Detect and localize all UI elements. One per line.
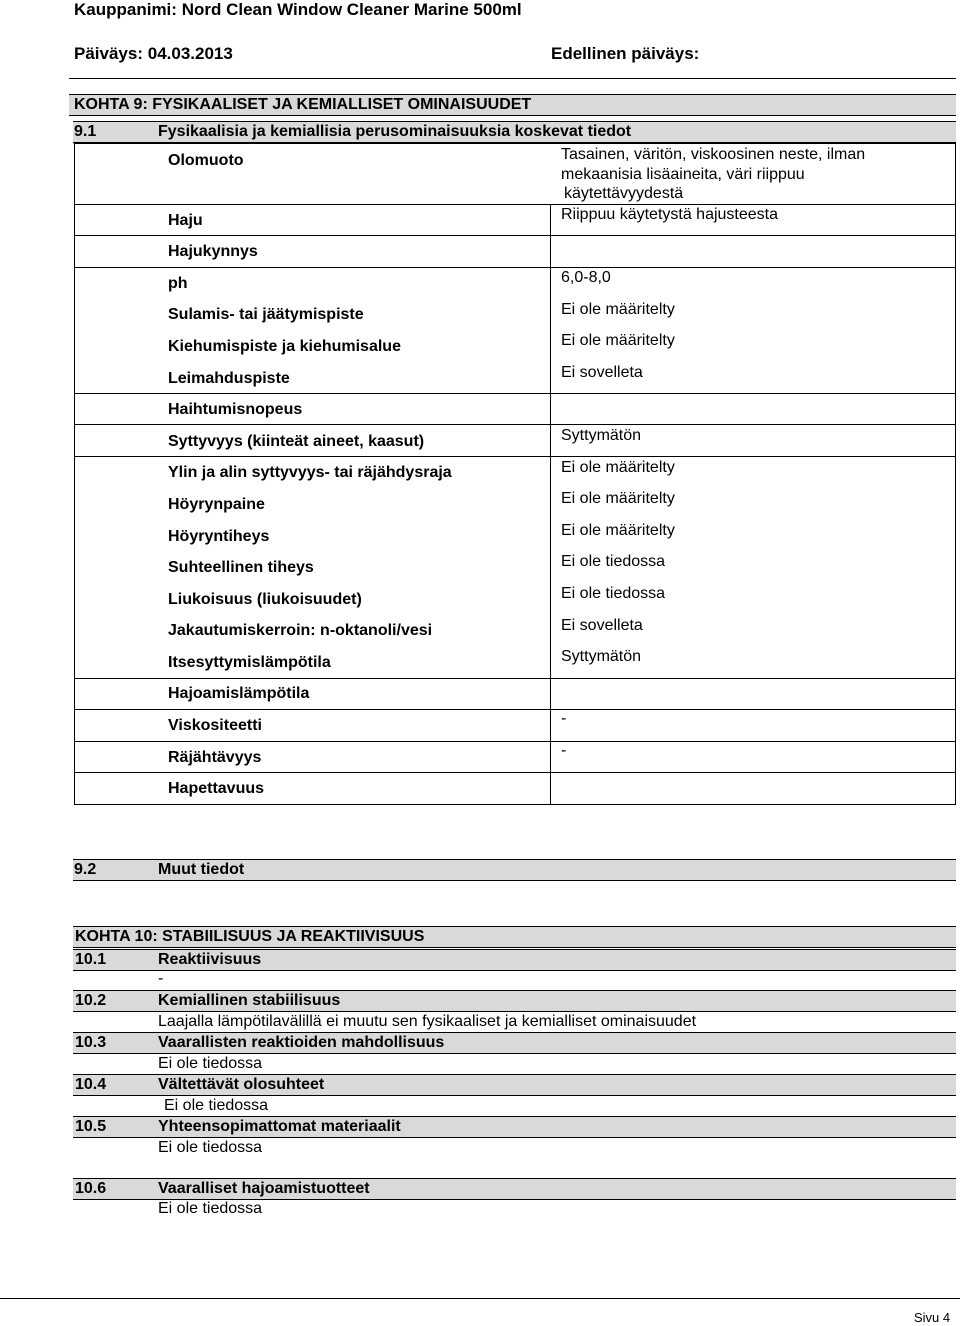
property-label-syttyvyys: Syttyvyys (kiinteät aineet, kaasut) [168,433,425,450]
property-value-itsesyttymislampotila: Syttymätön [561,648,642,665]
sub102-title: Kemiallinen stabiilisuus [158,992,341,1009]
olomuoto-value-line3: käytettävyydestä [564,185,684,202]
property-label-haju: Haju [168,212,203,229]
property-label-haihtumisnopeus: Haihtumisnopeus [168,401,303,418]
table-rule [74,741,956,742]
property-label-rajahdysraja: Ylin ja alin syttyvyys- tai räjähdysraja [168,464,452,481]
date-label: Päiväys: [74,44,143,63]
table-rule [74,709,956,710]
sub103-number: 10.3 [75,1034,107,1051]
sub104-number: 10.4 [75,1076,107,1093]
property-value-rajahtavyys: - [561,742,567,759]
property-label-itsesyttymislampotila: Itsesyttymislämpötila [168,654,331,671]
sub106-title: Vaaralliset hajoamistuotteet [158,1180,370,1197]
sub101-title: Reaktiivisuus [158,951,262,968]
olomuoto-value-line1: Tasainen, väritön, viskoosinen neste, ilman [561,146,866,163]
property-label-hajukynnys: Hajukynnys [168,243,258,260]
product-colon: : [171,0,182,19]
property-label-sulamispiste: Sulamis- tai jäätymispiste [168,306,364,323]
sub103-text: Ei ole tiedossa [158,1055,263,1072]
table-rule [74,393,956,394]
property-value-ph: 6,0-8,0 [561,269,611,286]
property-label-hoyrynpaine: Höyrynpaine [168,496,265,513]
sub101-number: 10.1 [75,951,107,968]
table-rule [74,456,956,457]
section9-title: KOHTA 9: FYSIKAALISET JA KEMIALLISET OMINAISUUDET [74,96,532,113]
sub105-number: 10.5 [75,1118,107,1135]
property-label-rajahtavyys: Räjähtävyys [168,749,262,766]
property-label-leimahduspiste: Leimahduspiste [168,370,290,387]
sub106-number: 10.6 [75,1180,107,1197]
footer-rule [0,1298,960,1299]
table-rule [74,678,956,679]
property-value-haju: Riippuu käytetystä hajusteesta [561,206,779,223]
sub106-text: Ei ole tiedossa [158,1200,263,1217]
product-name: Nord Clean Window Cleaner Marine 500ml [181,0,522,19]
property-label-jakautumiskerroin: Jakautumiskerroin: n-oktanoli/vesi [168,622,433,639]
property-value-liukoisuus: Ei ole tiedossa [561,585,666,602]
property-value-leimahduspiste: Ei sovelleta [561,364,643,381]
sub105-title: Yhteensopimattomat materiaalit [158,1118,401,1135]
property-value-viskositeetti: - [561,710,567,727]
property-value-jakautumiskerroin: Ei sovelleta [561,617,643,634]
property-value-kiehumispiste: Ei ole määritelty [561,332,675,349]
date-line [74,44,233,64]
table-rule [74,267,956,268]
property-label-hajoamislampotila: Hajoamislämpötila [168,685,310,702]
sub101-text: - [158,970,164,987]
sub102-text: Laajalla lämpötilavälillä ei muutu sen fysikaaliset ja kemialliset ominaisuudet [158,1013,697,1030]
olomuoto-label: Olomuoto [168,152,244,169]
sub92-number: 9.2 [74,861,97,878]
property-label-hapettavuus: Hapettavuus [168,780,265,797]
table-rule [74,235,956,236]
section10-title: KOHTA 10: STABIILISUUS JA REAKTIIVISUUS [75,928,425,945]
table-rule [74,424,956,425]
sub104-text: Ei ole tiedossa [164,1097,269,1114]
property-value-hoyryntiheys: Ei ole määritelty [561,522,675,539]
product-name-line [74,0,522,20]
olomuoto-value-line2: mekaanisia lisäaineita, väri riippuu [561,166,805,183]
date-value: 04.03.2013 [147,44,233,63]
property-label-suhteellinen-tiheys: Suhteellinen tiheys [168,559,314,576]
table-rule [74,772,956,773]
sub92-title: Muut tiedot [158,861,245,878]
property-value-syttyvyys: Syttymätön [561,427,642,444]
property-label-ph: ph [168,275,188,292]
property-label-viskositeetti: Viskositeetti [168,717,262,734]
property-value-suhteellinen-tiheys: Ei ole tiedossa [561,553,666,570]
table-rule [74,204,956,205]
product-label: Kauppanimi [74,0,172,19]
prev-date-label: Edellinen päiväys: [551,44,700,63]
section9-top-rule [69,78,956,79]
sub91-title: Fysikaalisia ja kemiallisia perusominaisuuksia koskevat tiedot [158,123,632,140]
sub103-title: Vaarallisten reaktioiden mahdollisuus [158,1034,445,1051]
table-divider [550,205,551,805]
sub105-text: Ei ole tiedossa [158,1139,263,1156]
property-label-liukoisuus: Liukoisuus (liukoisuudet) [168,591,362,608]
property-value-rajahdysraja: Ei ole määritelty [561,459,675,476]
property-label-kiehumispiste: Kiehumispiste ja kiehumisalue [168,338,401,355]
sub104-title: Vältettävät olosuhteet [158,1076,325,1093]
sub102-number: 10.2 [75,992,107,1009]
page-number: Sivu 4 [914,1310,951,1325]
property-label-hoyryntiheys: Höyryntiheys [168,528,270,545]
property-value-hoyrynpaine: Ei ole määritelty [561,490,675,507]
property-value-sulamispiste: Ei ole määritelty [561,301,675,318]
sub91-number: 9.1 [74,123,97,140]
